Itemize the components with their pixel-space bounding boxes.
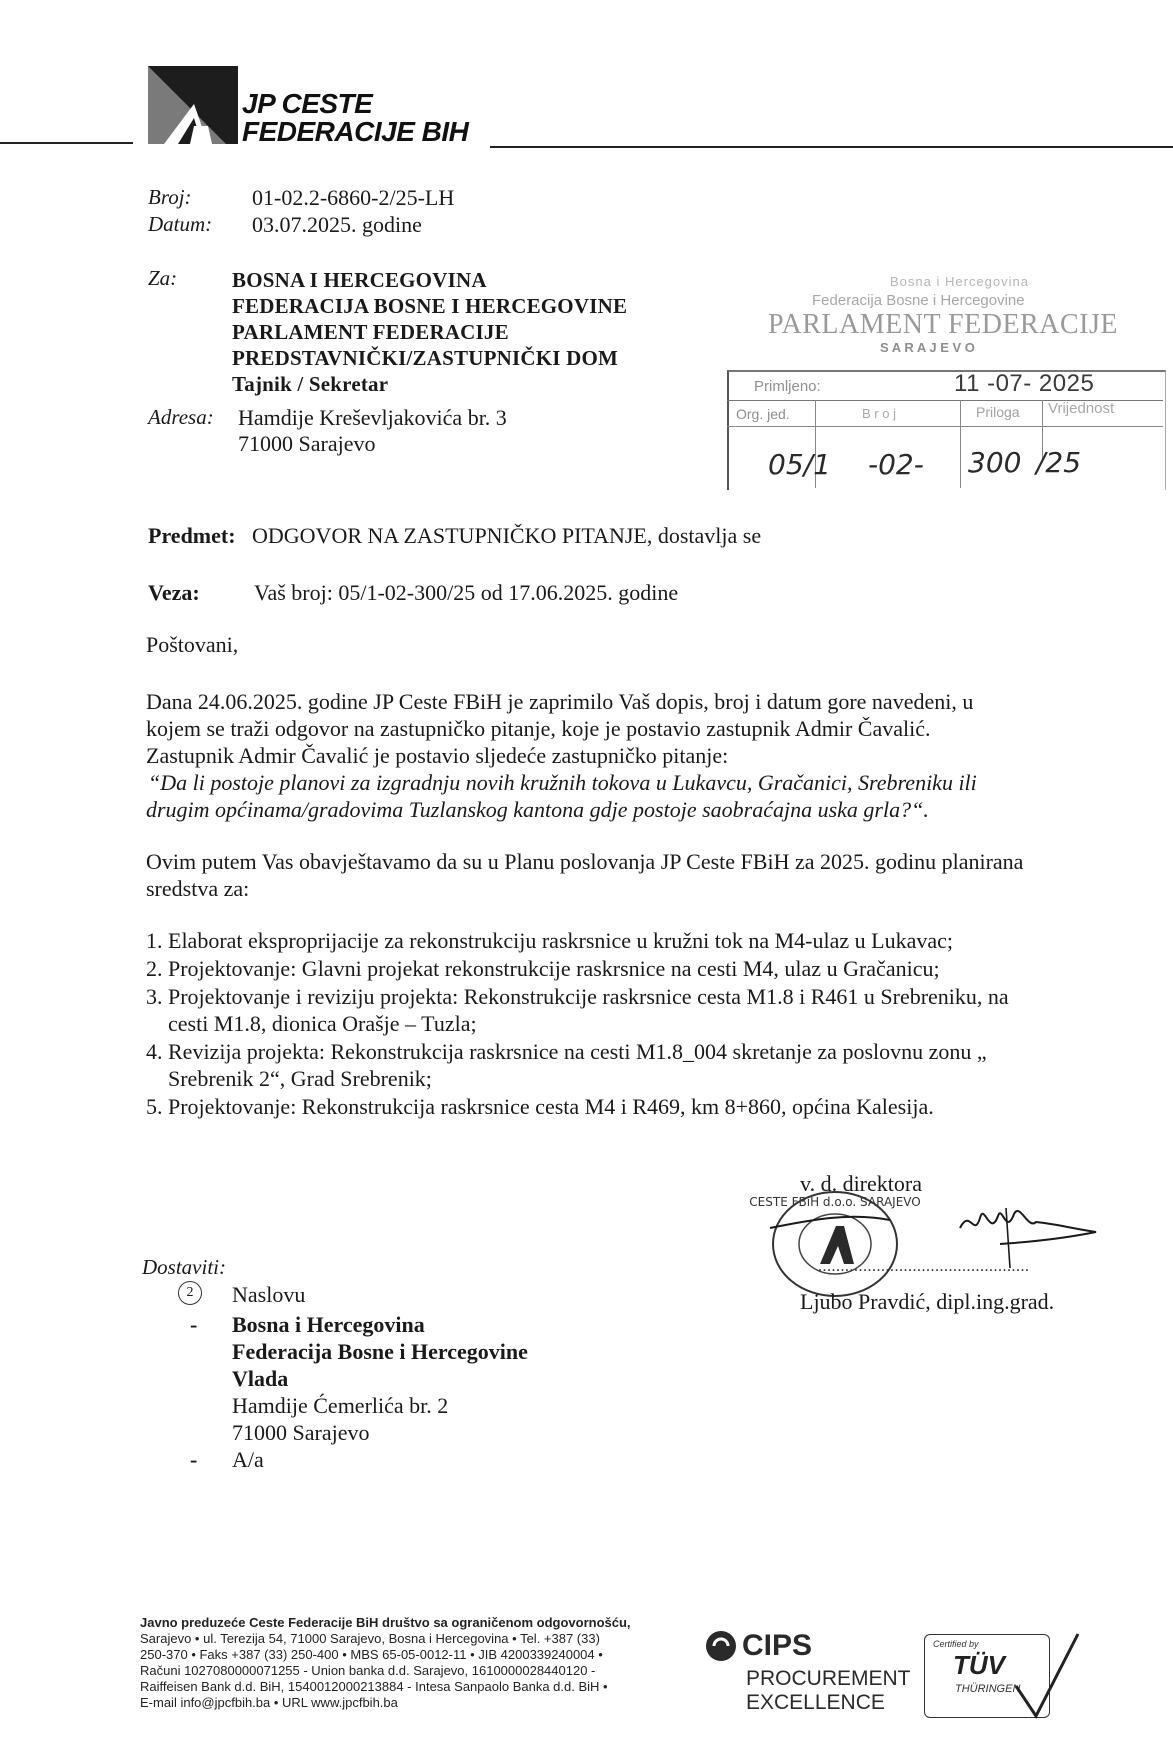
stamp-org-jed-label: Org. jed. <box>736 406 790 422</box>
signature-title: v. d. direktora <box>800 1171 922 1196</box>
veza-value: Vaš broj: 05/1-02-300/25 od 17.06.2025. godine <box>254 580 679 605</box>
distribution-bullet: - <box>190 1447 198 1472</box>
list-item-number: 5. <box>146 1094 163 1119</box>
stamp-primljeno-value: 11 -07- 2025 <box>954 370 1095 397</box>
footer-line: 250-370 • Faks +387 (33) 250-400 • MBS 65-05-0012-11 • JIB 4200339240004 • <box>140 1647 603 1662</box>
list-item-number: 4. <box>146 1039 163 1064</box>
recipient-block <box>232 267 627 397</box>
stamp-col-line2 <box>960 400 961 488</box>
stamp-title: PARLAMENT FEDERACIJE <box>768 309 1118 340</box>
circled-number-icon <box>178 1281 202 1305</box>
circled-number: 2 <box>186 1285 194 1300</box>
recipient-address-line2: 71000 Sarajevo <box>238 431 376 456</box>
stamp-priloga-label: Priloga <box>976 404 1020 420</box>
paragraph-line: Zastupnik Admir Čavalić je postavio sljedeće zastupničko pitanje: <box>146 743 729 768</box>
list-item-text: Projektovanje: Rekonstrukcija raskrsnice cesta M4 i R469, km 8+860, općina Kalesija. <box>168 1094 934 1119</box>
list-item <box>146 1093 1106 1120</box>
paragraph-line: sredstva za: <box>146 876 250 901</box>
cips-wordmark: CIPS <box>742 1629 813 1662</box>
stamp-row-line2 <box>727 426 1163 427</box>
planned-items-list <box>146 927 1106 1121</box>
cips-line1: PROCUREMENT <box>746 1667 911 1690</box>
stamp-vrijednost-label: Vrijednost <box>1048 400 1115 417</box>
adresa-label: Adresa: <box>148 405 214 429</box>
list-item-text: cesti M1.8, dionica Orašje – Tuzla; <box>168 1011 477 1036</box>
cips-line2: EXCELLENCE <box>746 1691 885 1714</box>
list-item-number: 2. <box>146 956 163 981</box>
za-label: Za: <box>148 266 178 290</box>
company-logo-icon <box>148 66 238 144</box>
stamp-broj-value: -02- <box>868 448 924 481</box>
footer-company-info <box>140 1615 700 1711</box>
recipient-line: PREDSTAVNIČKI/ZASTUPNIČKI DOM <box>232 346 618 370</box>
recipient-line: Tajnik / Sekretar <box>232 372 389 396</box>
footer-line: E-mail info@jpcfbih.ba • URL www.jpcfbih.ba <box>140 1695 398 1710</box>
paragraph-line: Ovim putem Vas obavještavamo da su u Planu poslovanja JP Ceste FBiH za 2025. godinu planirana <box>146 849 1024 874</box>
footer-line: Javno preduzeće Ceste Federacije BiH društvo sa ograničenom odgovornošću, <box>140 1615 631 1630</box>
header-rule-right <box>490 146 1173 148</box>
list-item-text: Projektovanje: Glavni projekat rekonstrukcije raskrsnice na cesti M4, ulaz u Gračanicu; <box>168 956 940 981</box>
list-item-text: Revizija projekta: Rekonstrukcija raskrsnice na cesti M1.8_004 skretanje za poslovnu zonu „ <box>168 1039 987 1064</box>
stamp-top-line1: Bosna i Hercegovina <box>890 274 1029 289</box>
broj-value: 01-02.2-6860-2/25-LH <box>252 185 455 210</box>
veza-label: Veza: <box>148 580 200 605</box>
tuv-logo: TÜV <box>953 1650 1005 1680</box>
stamp-org-jed-value: 05/1 <box>768 448 831 481</box>
distribution-second-line: Federacija Bosne i Hercegovine <box>232 1339 528 1364</box>
predmet-value: ODGOVOR NA ZASTUPNIČKO PITANJE, dostavlja se <box>252 523 762 548</box>
distribution-second-line: Bosna i Hercegovina <box>232 1312 425 1337</box>
footer-line: Sarajevo • ul. Terezija 54, 71000 Sarajevo, Bosna i Hercegovina • Tel. +387 (33) <box>140 1631 600 1646</box>
tuv-region: THÜRINGEN <box>955 1683 1021 1695</box>
list-item-text: Srebrenik 2“, Grad Srebrenik; <box>168 1066 432 1091</box>
datum-label: Datum: <box>148 212 213 236</box>
company-name-line1: JP CESTE <box>242 88 373 119</box>
list-item-text: Elaborat eksproprijacije za rekonstrukciju raskrsnice u kružni tok na M4-ulaz u Lukavac; <box>168 928 953 953</box>
paragraph-line: kojem se traži odgovor na zastupničko pitanje, koje je postavio zastupnik Admir Čavalić. <box>146 716 931 741</box>
recipient-line: PARLAMENT FEDERACIJE <box>232 320 509 344</box>
footer-line: Raiffeisen Bank d.d. BiH, 1540012000213884 - Intesa Sanpaolo Banka d.d. BiH • <box>140 1679 608 1694</box>
paragraph-line: Dana 24.06.2025. godine JP Ceste FBiH je zaprimilo Vaš dopis, broj i datum gore navedeni, u <box>146 689 974 714</box>
quote-line: drugim općinama/gradovima Tuzlanskog kantona gdje postoje saobraćajna uska grla?“. <box>146 797 929 822</box>
signature-dots: ............................................... <box>818 1258 1030 1275</box>
stamp-top-line2: Federacija Bosne i Hercegovine <box>812 292 1025 309</box>
predmet-label: Predmet: <box>148 523 236 548</box>
company-name-line2: FEDERACIJE BIH <box>242 116 469 147</box>
list-item <box>146 955 1106 982</box>
distribution-second-address: Hamdije Ćemerlića br. 2 <box>232 1393 449 1418</box>
distribution-bullet: - <box>190 1312 198 1337</box>
company-name <box>242 90 468 146</box>
recipient-line: FEDERACIJA BOSNE I HERCEGOVINE <box>232 294 628 318</box>
seal-text: CESTE FBiH d.o.o. SARAJEVO <box>749 1195 921 1209</box>
tuv-certified-label: Certified by <box>933 1639 979 1649</box>
cips-emblem-icon <box>704 1629 742 1663</box>
distribution-second-address: 71000 Sarajevo <box>232 1420 370 1445</box>
signatory-name: Ljubo Pravdić, dipl.ing.grad. <box>800 1289 1055 1314</box>
datum-value: 03.07.2025. godine <box>252 212 422 237</box>
recipient-address-line1: Hamdije Kreševljakovića br. 3 <box>238 405 507 430</box>
greeting: Poštovani, <box>146 632 239 657</box>
list-item <box>146 927 1106 954</box>
stamp-city: S A R A J E V O <box>880 340 975 355</box>
distribution-second-line: Vlada <box>232 1366 289 1391</box>
list-item-number: 3. <box>146 984 163 1009</box>
stamp-priloga-value: 300 <box>968 446 1022 479</box>
stamp-vrijednost-value: /25 <box>1036 446 1082 479</box>
list-item-text: Projektovanje i reviziju projekta: Rekonstrukcije raskrsnice cesta M1.8 i R461 u Srebreniku, na <box>168 984 1009 1009</box>
list-item <box>146 1038 1106 1092</box>
header-rule-left <box>0 142 133 144</box>
distribution-second <box>232 1311 528 1446</box>
broj-label: Broj: <box>148 185 192 209</box>
stamp-broj-label: B r o j <box>862 406 896 421</box>
paragraph-plan <box>146 848 1106 902</box>
stamp-primljeno-label: Primljeno: <box>754 378 821 395</box>
quote-line: “Da li postoje planovi za izgradnju novih kružnih tokova u Lukavcu, Gračanici, Srebreniku ili <box>148 770 977 795</box>
distribution-third: A/a <box>232 1447 264 1472</box>
dostaviti-label: Dostaviti: <box>142 1255 226 1279</box>
footer-line: Računi 1027080000071255 - Union banka d.d. Sarajevo, 1610000028440120 - <box>140 1663 596 1678</box>
paragraph-intro <box>146 688 1106 823</box>
list-item-number: 1. <box>146 928 163 953</box>
recipient-line: BOSNA I HERCEGOVINA <box>232 268 487 292</box>
distribution-first: Naslovu <box>232 1282 306 1307</box>
checkmark-icon <box>1010 1630 1082 1722</box>
list-item <box>146 983 1106 1037</box>
